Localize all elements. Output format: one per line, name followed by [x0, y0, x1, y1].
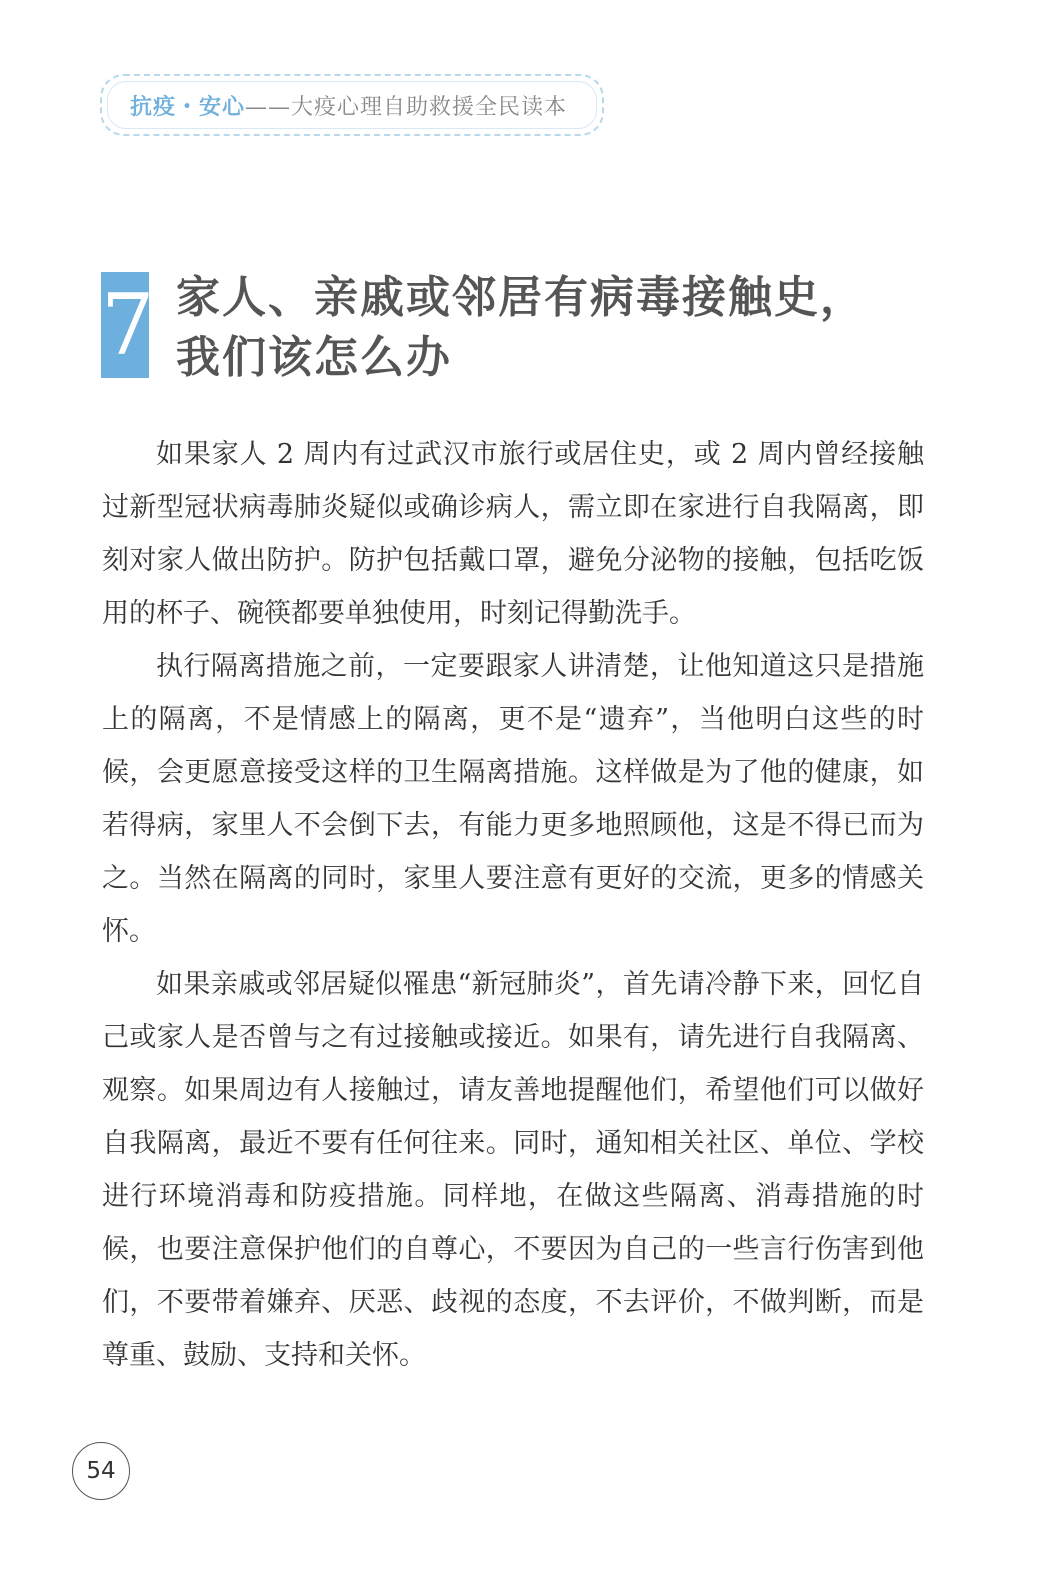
- paragraph-1: 如果家人 2 周内有过武汉市旅行或居住史，或 2 周内曾经接触过新型冠状病毒肺炎疑似或确诊病人，需立即在家进行自我隔离，即刻对家人做出防护。防护包括戴口罩，避免分泌物的接触，包括吃饭用的杯子、碗筷都要单独使用，时刻记得勤洗手。: [102, 439, 924, 629]
- page-number: 54: [72, 1442, 130, 1500]
- header-book-title: ——大疫心理自助救援全民读本: [245, 94, 568, 120]
- chapter-title-line-1: 家人、亲戚或邻居有病毒接触史，: [176, 272, 866, 323]
- chapter-title: [176, 268, 936, 388]
- running-header-text: [130, 90, 567, 121]
- chapter-number-badge: 7: [101, 272, 149, 378]
- paragraph-3: 如果亲戚或邻居疑似罹患“新冠肺炎”，首先请冷静下来，回忆自己或家人是否曾与之有过接触或接近。如果有，请先进行自我隔离、观察。如果周边有人接触过，请友善地提醒他们，希望他们可以做好自我隔离，最近不要有任何往来。同时，通知相关社区、单位、学校进行环境消毒和防疫措施。同样地，在做这些隔离、消毒措施的时候，也要注意保护他们的自尊心，不要因为自己的一些言行伤害到他们，不要带着嫌弃、厌恶、歧视的态度，不去评价，不做判断，而是尊重、鼓励、支持和关怀。: [102, 969, 924, 1371]
- chapter-title-line-2: 我们该怎么办: [176, 332, 452, 383]
- body-text: [102, 428, 924, 1382]
- running-header: [100, 74, 604, 136]
- header-series-title: 抗疫・安心: [130, 94, 246, 120]
- paragraph-2: 执行隔离措施之前，一定要跟家人讲清楚，让他知道这只是措施上的隔离，不是情感上的隔离，更不是“遗弃”，当他明白这些的时候，会更愿意接受这样的卫生隔离措施。这样做是为了他的健康，如若得病，家里人不会倒下去，有能力更多地照顾他，这是不得已而为之。当然在隔离的同时，家里人要注意有更好的交流，更多的情感关怀。: [102, 651, 924, 947]
